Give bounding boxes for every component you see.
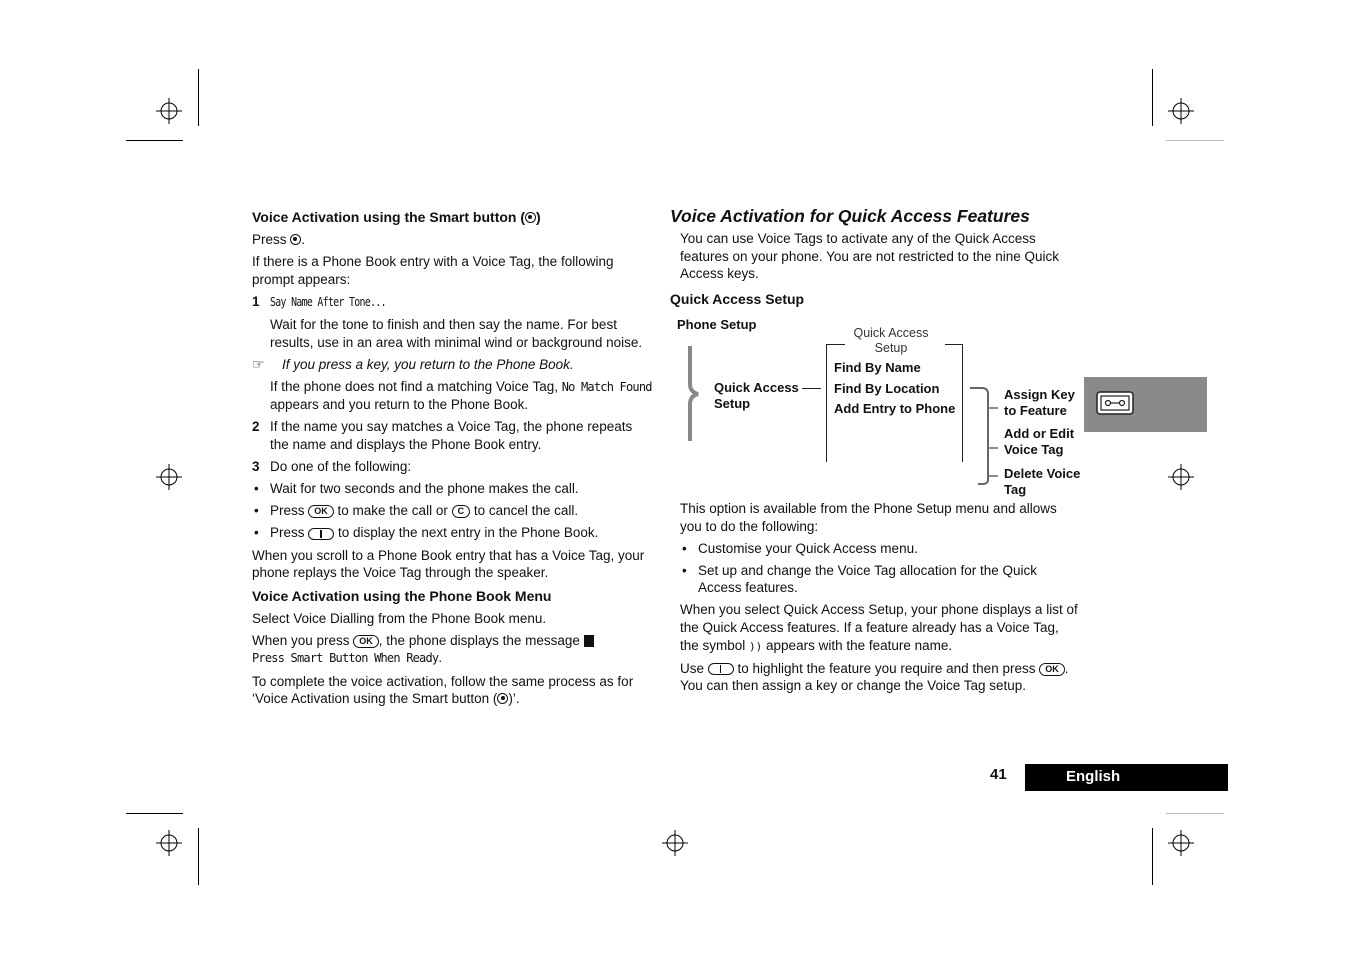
ok-key-icon: OK xyxy=(308,505,334,518)
bullet-text: to cancel the call. xyxy=(470,503,579,519)
diagram-root: Phone Setup xyxy=(677,317,757,332)
box-top-right xyxy=(945,344,963,345)
step-text: Do one of the following: xyxy=(270,459,412,475)
heading-smart-button xyxy=(252,209,654,227)
diagram-level2-title: Quick Access Setup xyxy=(853,326,929,355)
language-bar xyxy=(1025,764,1228,791)
press-text: Press xyxy=(252,232,291,248)
complete-text: )’. xyxy=(508,691,520,707)
bullet-text: to make the call or xyxy=(333,503,452,519)
lcd-no-match: No Match Found xyxy=(561,379,652,394)
box-right-line xyxy=(962,344,963,462)
select-text: When you select Quick Access Setup, your phone displays a list of the Quick Access features. If a feature already has a Voice Tag, the symbol xyxy=(680,602,1078,653)
ok-key-icon: OK xyxy=(353,635,379,648)
left-column xyxy=(252,209,654,712)
complete-paragraph xyxy=(252,673,654,708)
heading-close: ) xyxy=(536,209,541,225)
crop-mark xyxy=(126,813,183,814)
language-label: English xyxy=(1066,768,1121,785)
registration-mark-icon xyxy=(156,464,182,490)
bullet-text: Press xyxy=(270,525,309,541)
crop-mark xyxy=(198,828,199,885)
right-column-bottom xyxy=(680,500,1080,699)
list-item xyxy=(680,540,1080,558)
registration-mark-icon xyxy=(662,830,688,856)
bullet-dot: • xyxy=(254,503,259,519)
use-paragraph xyxy=(680,660,1080,695)
list-item xyxy=(252,502,654,520)
crop-mark xyxy=(198,69,199,126)
step-number: 2 xyxy=(252,419,260,435)
right-heading: Voice Activation for Quick Access Features xyxy=(670,206,1030,226)
complete-text: To complete the voice activation, follow the same process as for ‘Voice Activation using the Smart button ( xyxy=(252,673,634,707)
select-text: appears with the feature name. xyxy=(762,637,953,653)
smart-button-icon xyxy=(525,212,536,223)
connector-line xyxy=(802,388,821,389)
list-item xyxy=(680,562,1080,597)
registration-mark-icon xyxy=(1168,464,1194,490)
press-line xyxy=(252,231,654,249)
bullet-dot: • xyxy=(254,525,259,541)
smart-button-icon xyxy=(497,693,508,704)
box-left-line xyxy=(826,344,827,462)
right-intro: You can use Voice Tags to activate any of the Quick Access features on your phone. You are not restricted to the nine Quick Access keys. xyxy=(680,231,1059,282)
diagram-level1: Quick Access Setup xyxy=(714,380,799,411)
select-setup-paragraph xyxy=(680,601,1080,655)
phone-card-icon xyxy=(1096,391,1134,415)
crop-mark xyxy=(1152,828,1153,885)
heading-phone-book-menu: Voice Activation using the Phone Book Menu xyxy=(252,587,552,604)
diagram-item-add-edit-voice-tag: Add or Edit Voice Tag xyxy=(1004,426,1075,457)
bullet-dot: • xyxy=(254,481,259,497)
section-tab xyxy=(1084,377,1207,432)
step-text: If the name you say matches a Voice Tag, the phone repeats the name and displays the Phone Book entry. xyxy=(270,419,633,453)
availability-paragraph: This option is available from the Phone Setup menu and allows you to do the following: xyxy=(680,501,1057,534)
intro-paragraph: If there is a Phone Book entry with a Voice Tag, the following prompt appears: xyxy=(252,254,614,287)
no-match-paragraph xyxy=(252,378,654,414)
registration-mark-icon xyxy=(156,98,182,124)
registration-mark-icon xyxy=(1168,830,1194,856)
use-text: Use xyxy=(680,660,708,676)
step-3 xyxy=(252,458,654,476)
list-item xyxy=(252,480,654,498)
quick-access-setup-heading: Quick Access Setup xyxy=(670,290,805,307)
bullet-text: Wait for two seconds and the phone makes the call. xyxy=(270,481,579,497)
step-1 xyxy=(252,293,654,312)
bullet-text: Customise your Quick Access menu. xyxy=(698,540,918,556)
bullet-text: Set up and change the Voice Tag allocation for the Quick Access features. xyxy=(698,562,1037,596)
no-match-text: If the phone does not find a matching Voice Tag, xyxy=(270,378,562,394)
bullet-text: to display the next entry in the Phone Book. xyxy=(334,525,599,541)
voice-tag-symbol-icon: )) xyxy=(749,639,763,653)
step-number: 3 xyxy=(252,459,260,475)
crop-mark xyxy=(1166,140,1224,141)
list-item xyxy=(252,524,654,542)
c-key-icon: C xyxy=(452,505,471,518)
when-paragraph xyxy=(252,632,654,668)
step-1-text: Wait for the tone to finish and then say the name. For best results, use in an area with minimal wind or background noise. xyxy=(270,316,643,350)
lcd-message: Press Smart Button When Ready xyxy=(252,651,439,666)
diagram-item-find-by-name: Find By Name xyxy=(834,360,921,375)
heading-text: Voice Activation using the Smart button ( xyxy=(252,209,526,225)
use-text: to highlight the feature you require and then press xyxy=(733,660,1040,676)
use-text: . You can then assign a key or change the Voice Tag setup. xyxy=(680,660,1069,694)
crop-mark xyxy=(1166,813,1224,814)
select-paragraph: Select Voice Dialling from the Phone Book menu. xyxy=(252,610,547,626)
diagram-item-assign-key: Assign Key to Feature xyxy=(1004,387,1075,418)
left-brace-icon xyxy=(684,344,700,444)
page-number: 41 xyxy=(990,766,1007,783)
scroll-key-icon xyxy=(308,528,334,540)
box-top-left xyxy=(826,344,845,345)
smart-button-icon xyxy=(290,234,301,245)
press-period: . xyxy=(301,232,306,248)
when-text: . xyxy=(438,650,443,666)
diagram-item-find-by-location: Find By Location xyxy=(834,381,940,396)
diagram-item-delete-voice-tag: Delete Voice Tag xyxy=(1004,466,1081,497)
crop-mark xyxy=(1152,69,1153,126)
no-match-text-end: appears and you return to the Phone Book. xyxy=(270,397,529,413)
lcd-prompt: Say Name After Tone... xyxy=(270,294,386,309)
registration-mark-icon xyxy=(156,830,182,856)
message-icon xyxy=(584,635,594,647)
step-2 xyxy=(252,418,654,453)
when-text: When you press xyxy=(252,632,354,648)
note-line xyxy=(252,356,654,374)
crop-mark xyxy=(126,140,183,141)
diagram-item-add-entry: Add Entry to Phone xyxy=(834,401,956,416)
when-text: , the phone displays the message xyxy=(378,632,584,648)
right-bracket-icon xyxy=(968,384,1002,488)
note-text: If you press a key, you return to the Phone Book. xyxy=(282,356,574,372)
registration-mark-icon xyxy=(1168,98,1194,124)
scroll-key-icon xyxy=(708,663,734,675)
right-column-top xyxy=(670,208,1080,313)
ok-key-icon: OK xyxy=(1039,663,1065,676)
bullet-text: Press xyxy=(270,503,309,519)
bullet-dot: • xyxy=(682,562,687,578)
bullet-dot: • xyxy=(682,540,687,556)
pointing-hand-icon: ☞ xyxy=(252,355,265,372)
scroll-paragraph: When you scroll to a Phone Book entry that has a Voice Tag, your phone replays the Voice Tag through the speaker. xyxy=(252,547,645,581)
step-number: 1 xyxy=(252,293,260,309)
